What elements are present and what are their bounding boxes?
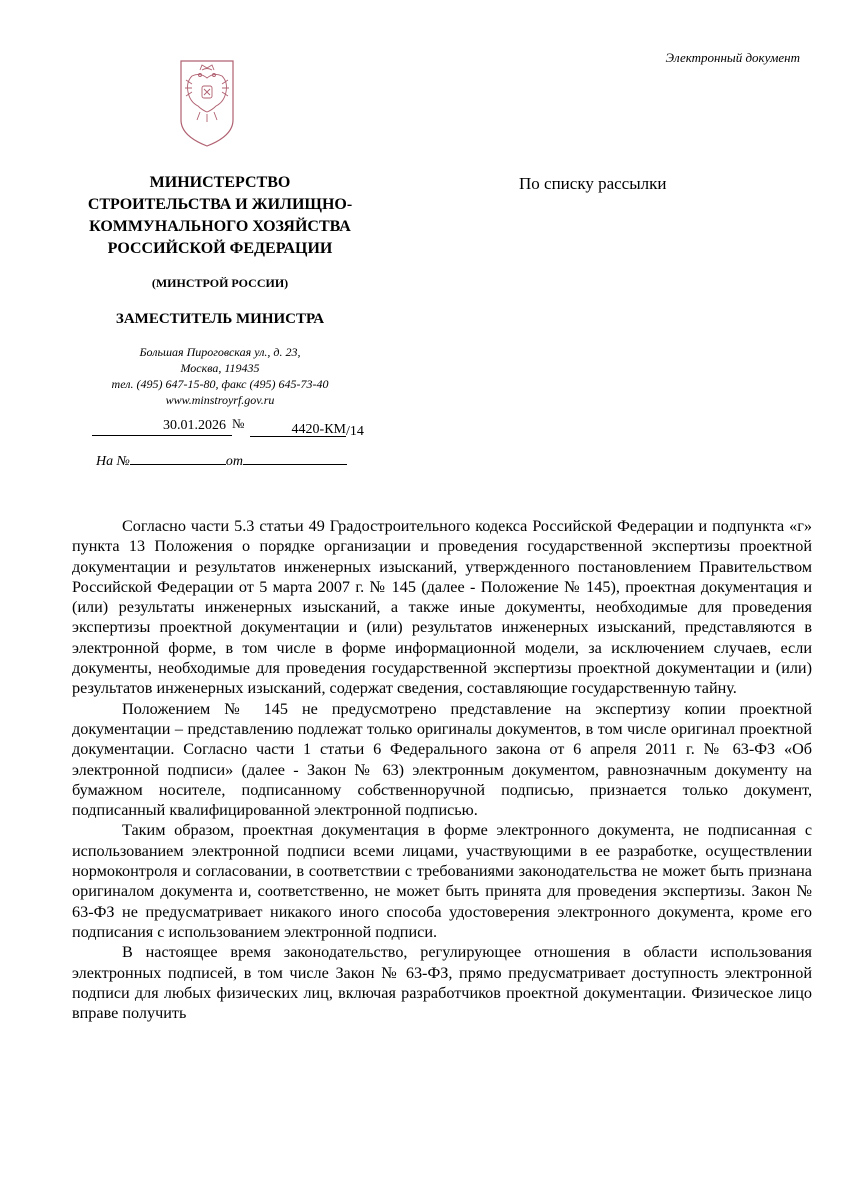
org-name-line: СТРОИТЕЛЬСТВА И ЖИЛИЩНО- — [87, 196, 353, 213]
reply-to-line — [96, 452, 347, 470]
registration-number: 4420-КМ — [291, 422, 346, 437]
org-name — [60, 172, 380, 260]
sender-role: ЗАМЕСТИТЕЛЬ МИНИСТРА — [115, 311, 325, 327]
sender-block — [60, 172, 380, 408]
number-sign: № — [232, 416, 245, 431]
body-paragraph: Таким образом, проектная документация в форме электронного документа, не подписанная с использованием электронной подписи всеми лицами, участвующими в ее разработке, осуществлении нормоконтроля и согласовании, в соответствии с требованиями законодательства не может быть признана оригиналом документа и, соответственно, не может быть принята для проведения экспертизы. Закон № 63-ФЗ не предусматривает никакого иного способа удостоверения электронного документа, кроме его подписания с использованием электронной подписи. — [72, 821, 812, 941]
address-city: Москва, 119435 — [180, 361, 260, 375]
registration-date-field — [92, 418, 232, 436]
body-paragraph: Положением № 145 не предусмотрено представление на экспертизу копии проектной документации – представлению подлежат только оригиналы документов, в том числе оригинал проектной документации. Согласно части 1 статьи 6 Федерального закона от 6 апреля 2011 г. № 63-ФЗ «Об электронной подписи» (далее - Закон № 63) электронным документом, равнозначным документу на бумажном носителе, подписанному собственноручной подписью, признается только документ, подписанный квалифицированной электронной подписью. — [72, 699, 812, 820]
reply-number-blank — [130, 452, 226, 465]
address-website: www.minstroyrf.gov.ru — [165, 393, 275, 407]
org-name-line: РОССИЙСКОЙ ФЕДЕРАЦИИ — [107, 240, 333, 257]
registration-line — [92, 416, 392, 442]
body-paragraph: Согласно части 5.3 статьи 49 Градостроительного кодекса Российской Федерации и подпункта «г» пункта 13 Положения о порядке организации и проведения государственной экспертизы проектной документации и результатов инженерных изысканий, утвержденного постановлением Правительством Российской Федерации от 5 марта 2007 г. № 145 (далее - Положение № 145), проектная документация и (или) результаты инженерных изысканий, а также иные документы, необходимые для проведения экспертизы проектной документации и (или) результатов инженерных изысканий, представляются в электронной форме, в том числе в форме информационной модели, за исключением случаев, если документы, необходимые для проведения государственной экспертизы проектной документации и (или) результатов инженерных изысканий, содержат сведения, составляющие государственную тайну. — [72, 517, 812, 698]
registration-date: 30.01.2026 — [163, 418, 226, 433]
address-phones: тел. (495) 647-15-80, факс (495) 645-73-40 — [111, 377, 329, 391]
registration-number-suffix: /14 — [346, 424, 364, 439]
org-name-line: КОММУНАЛЬНОГО ХОЗЯЙСТВА — [89, 218, 351, 235]
address-street: Большая Пироговская ул., д. 23, — [139, 345, 301, 359]
reply-to-label: На № — [96, 454, 130, 469]
letter-body — [72, 516, 812, 1023]
russian-coat-of-arms-icon — [178, 58, 236, 148]
electronic-document-label: Электронный документ — [665, 50, 800, 65]
registration-number-field — [250, 422, 346, 437]
org-short-name: (МИНСТРОЙ РОССИИ) — [151, 276, 289, 290]
reply-from-label: от — [225, 454, 243, 469]
sender-address — [60, 344, 380, 408]
reply-date-blank — [243, 452, 347, 465]
body-paragraph: В настоящее время законодательство, регулирующее отношения в области использования электронных подписей, в том числе Закон № 63-ФЗ, прямо предусматривает доступность электронной подписи для любых физических лиц, включая разработчиков проектной документации. Физическое лицо вправе получить — [72, 943, 812, 1023]
org-name-line: МИНИСТЕРСТВО — [149, 174, 291, 191]
recipient: По списку рассылки — [519, 174, 667, 193]
